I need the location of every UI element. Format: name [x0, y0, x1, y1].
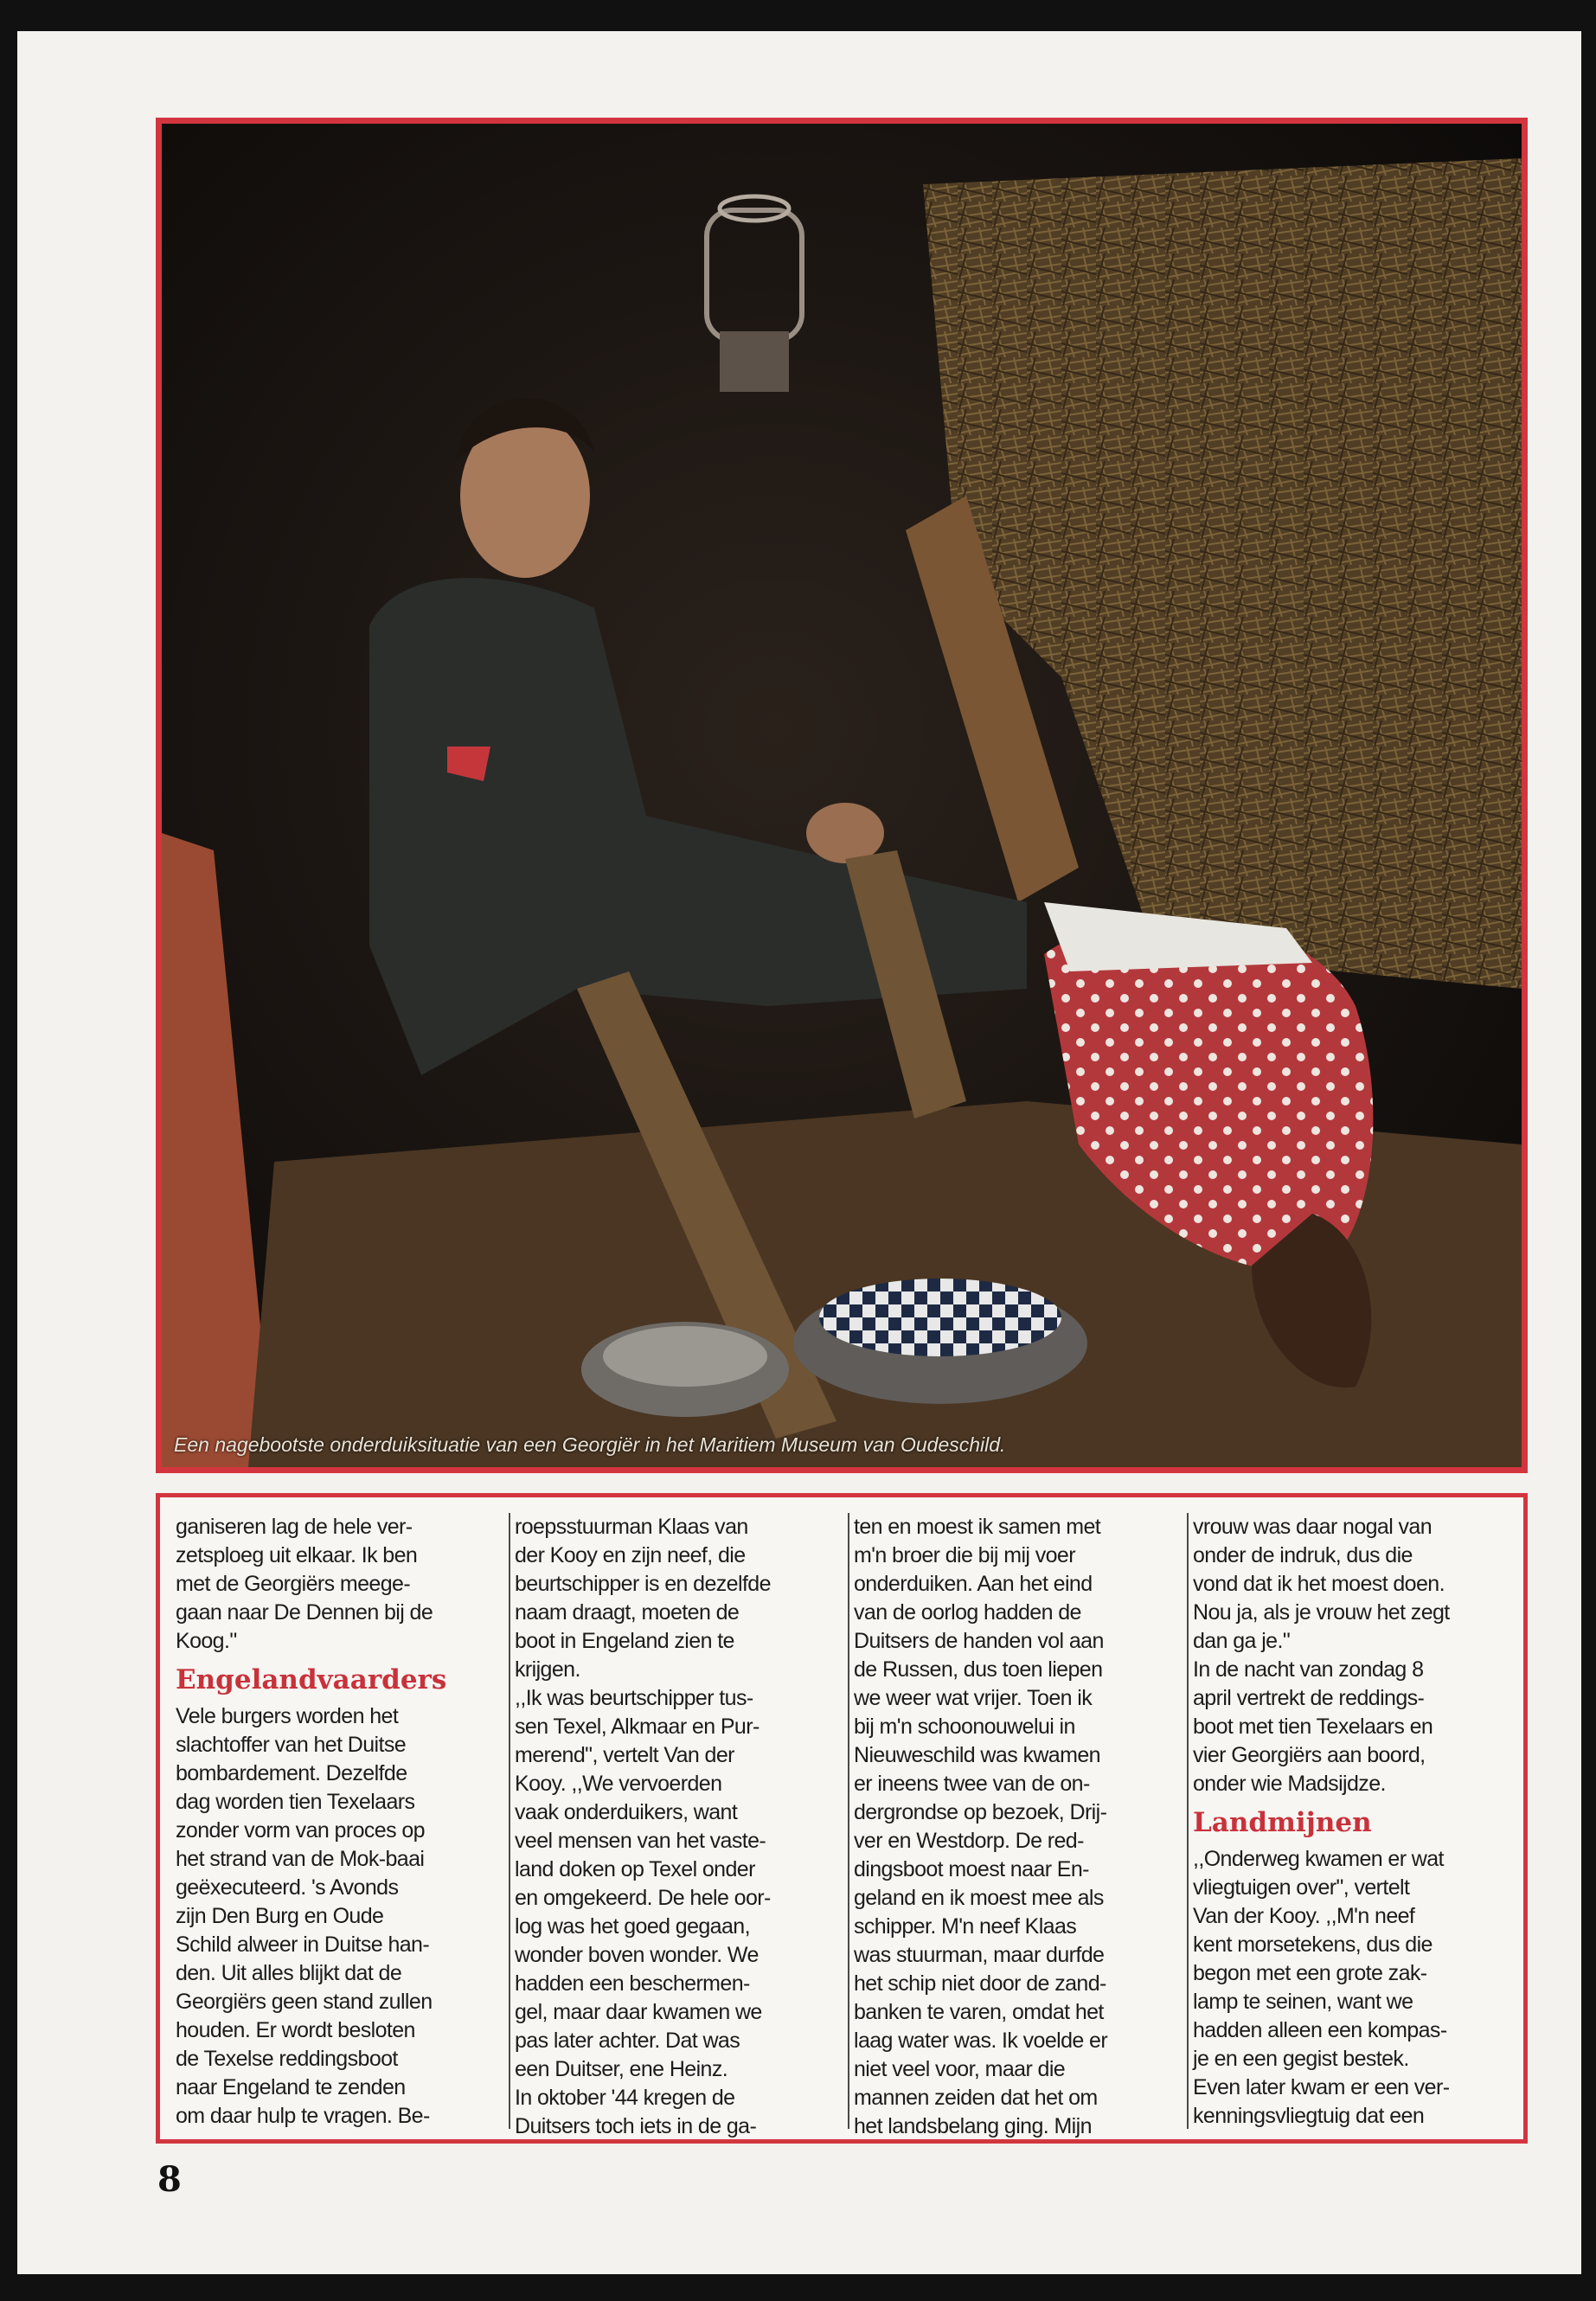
text-column-1	[176, 1513, 494, 2131]
section-heading-landmijnen: Landmijnen	[1193, 1807, 1372, 1838]
museum-photo	[156, 118, 1528, 1473]
paragraph: ten en moest ik samen met m'n broer die bij mij voer onderduiken. Aan het eind van de oorlog hadden de Duitsers de handen vol aan de Russen, dus toen liepen we weer wat vrijer. Toen ik bij m'n schoonouwelui in Nieuweschild was kwamen er ineens twee van de on- dergrondse op bezoek, Drij- ver en Westdorp. De red- dingsboot moest naar En- geland en ik moest mee als schipper. M'n neef Klaas was stuurman, maar durfde het schip niet door de zand- banken te varen, omdat het laag water was. Ik voelde er niet veel voor, maar die mannen zeiden dat het om het landsbelang ging. Mijn	[854, 1515, 1108, 2138]
paragraph: ,,Onderweg kwamen er wat vliegtuigen over", vertelt Van der Kooy. ,,M'n neef kent morsetekens, dus die begon met een grote zak- lamp te seinen, want we hadden alleen een kompas- je en een gegist bestek. Even later kwam er een ver- kenningsvliegtuig dat een	[1193, 1847, 1450, 2128]
paragraph: vrouw was daar nogal van onder de indruk, dus die vond dat ik het moest doen. Nou ja, als je vrouw het zegt dan ga je." In de nacht van zondag 8 april vertrekt de reddings- boot met tien Texelaars en vier Georgiërs aan boord, onder wie Madsijdze.	[1193, 1515, 1450, 1796]
column-divider	[848, 1513, 849, 2129]
text-column-3	[854, 1513, 1172, 2141]
column-divider	[1187, 1513, 1189, 2129]
column-divider	[509, 1513, 510, 2129]
article-text-box	[156, 1493, 1528, 2144]
text-column-2	[515, 1513, 833, 2141]
photo-illustration	[162, 124, 1522, 1467]
page-sheet	[17, 31, 1581, 2274]
paragraph: ganiseren lag de hele ver- zetsploeg uit elkaar. Ik ben met de Georgiërs meege- gaan naar De Dennen bij de Koog."	[176, 1515, 433, 1653]
photo-caption: Een nagebootste onderduiksituatie van een Georgiër in het Maritiem Museum van Oudeschild.	[174, 1433, 1006, 1456]
paragraph: Vele burgers worden het slachtoffer van het Duitse bombardement. Dezelfde dag worden tien Texelaars zonder vorm van proces op het strand van de Mok-baai geëxecuteerd. 's Avonds zijn Den Burg en Oude Schild alweer in Duitse han- den. Uit alles blijkt dat de Georgiërs geen stand zullen houden. Er wordt besloten de Texelse reddingsboot naar Engeland te zenden om daar hulp te vragen. Be-	[176, 1704, 433, 2128]
page-number: 8	[157, 2159, 182, 2200]
text-column-4	[1193, 1513, 1511, 2131]
section-heading-engelandvaarders: Engelandvaarders	[176, 1664, 447, 1695]
paragraph: roepsstuurman Klaas van der Kooy en zijn neef, die beurtschipper is en dezelfde naam draagt, moeten de boot in Engeland zien te krijgen. ,,Ik was beurtschipper tus- sen Texel, Alkmaar en Pur- merend", vertelt Van der Kooy. ,,We vervoerden vaak onderduikers, want veel mensen van het vaste- land doken op Texel onder en omgekeerd. De hele oor- log was het goed gegaan, wonder boven wonder. We hadden een beschermen- gel, maar daar kwamen we pas later achter. Dat was een Duitser, ene Heinz. In oktober '44 kregen de Duitsers toch iets in de ga-	[515, 1515, 771, 2138]
